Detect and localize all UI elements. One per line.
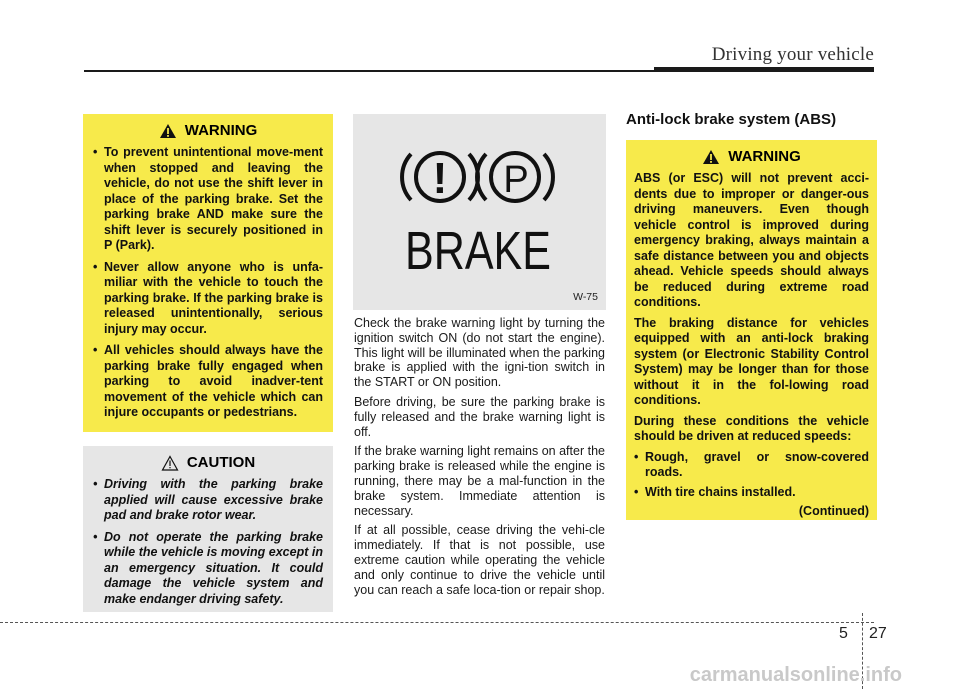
caution-item: • Do not operate the parking brake while the vehicle is moving except in an emergency situation. It could damage the vehicle system and make endanger driving safety. [93,530,323,608]
brake-word-text: BRAKE [405,221,551,281]
warning-item: • All vehicles should always have the parking brake fully engaged when parking to avoid inadver-tent movement of the vehicle which can injure occupants or pedestrians. [93,343,323,421]
abs-condition-item: • Rough, gravel or snow-covered roads. [634,450,869,481]
caution-heading-label: CAUTION [186,454,256,471]
body-paragraph: If the brake warning light remains on after the parking brake is released while the engine is running, there may be a mal-function in the brake system. Immediate attention is necessary. [354,444,605,518]
caution-triangle-icon [161,455,179,471]
chapter-number: 5 [839,625,848,642]
alert-symbol-text: ! [432,154,448,203]
parking-brake-caution-box [83,446,333,612]
continued-label: (Continued) [798,504,869,518]
abs-warning-paragraph: During these conditions the vehicle should be driven at reduced speeds: [634,413,869,443]
warning-heading [93,122,323,139]
abs-conditions-list [634,450,869,501]
header-rule-accent [654,67,874,72]
abs-warning-box [626,140,877,520]
abs-warning-paragraph: The braking distance for vehicles equipped with an anti-lock braking system (or Electronic Stability Control System) may be longer than for those without it in the fol-lowing road conditions. [634,315,869,407]
brake-warning-light-text [354,316,605,602]
warning-triangle-icon [159,123,177,139]
abs-section-title: Anti-lock brake system (ABS) [626,111,837,128]
footer-rule [0,622,874,623]
brake-warning-light-icon [353,114,606,310]
body-paragraph: If at all possible, cease driving the vehi-cle immediately. If that is not possible, use extreme caution while operating the vehicle and only continue to drive the vehicle until you can reach a safe loca-tion or repair shop. [354,523,605,597]
caution-list [93,477,323,607]
brake-warning-light-figure [353,114,606,310]
warning-triangle-icon [702,149,720,165]
body-paragraph: Check the brake warning light by turning the ignition switch ON (do not start the engine). This light will be illuminated when the parking brake is applied with the igni-tion switch in the START or ON position. [354,316,605,390]
parking-symbol-text: P [503,159,529,201]
abs-warning-paragraph: ABS (or ESC) will not prevent acci-dents due to improper or danger-ous driving maneuvers. Even though vehicle control is improved during emergency braking, always maintain a safe distance between you and objects ahead. Vehicle speeds should always be reduced during extreme road conditions. [634,171,869,309]
warning-list [93,145,323,421]
watermark: carmanualsonline.info [689,664,902,686]
header-title: Driving your vehicle [711,44,874,65]
warning-item: • Never allow anyone who is unfa-miliar with the vehicle to touch the parking brake. If the parking brake is released unintentionally, serious injury may occur. [93,260,323,338]
warning-heading [634,148,869,165]
abs-condition-item: • With tire chains installed. [634,485,869,501]
warning-item: • To prevent unintentional move-ment when stopped and leaving the vehicle, do not use the shift lever in place of the parking brake. Set the parking brake AND make sure the shift lever is securely positioned in P (Park). [93,145,323,254]
body-paragraph: Before driving, be sure the parking brake is fully released and the brake warning light is off. [354,394,605,439]
figure-code: W-75 [573,291,598,303]
warning-heading-label: WARNING [728,148,801,165]
warning-heading-label: WARNING [184,122,258,139]
caution-item: • Driving with the parking brake applied will cause excessive brake pad and brake rotor wear. [93,477,323,524]
caution-heading [93,454,323,471]
page-number: 27 [869,625,887,642]
parking-brake-warning-box [83,114,333,432]
